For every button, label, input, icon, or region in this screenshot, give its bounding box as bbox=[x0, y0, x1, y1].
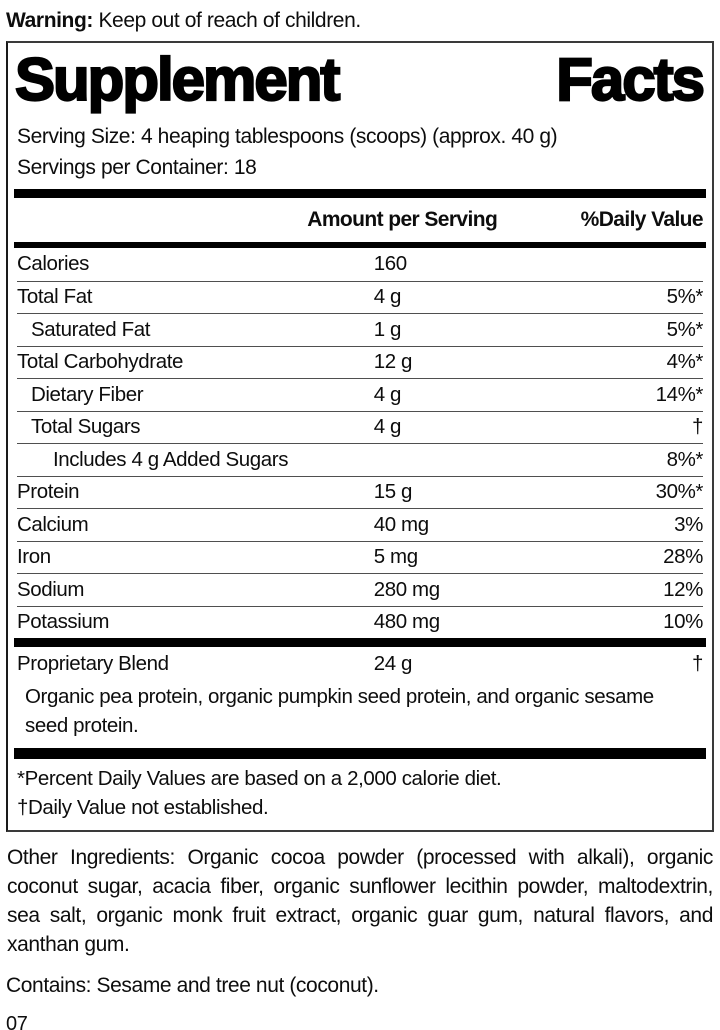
warning-line bbox=[6, 8, 714, 34]
nutrient-name: Proprietary Blend bbox=[17, 652, 169, 675]
nutrient-amount: 4 g bbox=[373, 415, 402, 439]
table-row-dietary-fiber bbox=[17, 378, 703, 411]
nutrient-amount: 480 mg bbox=[373, 610, 440, 634]
nutrient-name: Dietary Fiber bbox=[31, 382, 144, 406]
table-row-total-sugars bbox=[17, 411, 703, 444]
nutrient-daily-value: 3% bbox=[674, 512, 703, 536]
nutrient-name: Protein bbox=[17, 480, 80, 504]
thick-rule bbox=[14, 748, 706, 759]
nutrient-amount: 4 g bbox=[373, 382, 402, 406]
warning-label: Warning: bbox=[6, 9, 94, 32]
nutrient-name: Sodium bbox=[17, 577, 85, 601]
nutrient-table bbox=[13, 248, 707, 638]
servings-per-container: Servings per Container: 18 bbox=[17, 156, 257, 179]
thick-rule bbox=[14, 638, 706, 647]
footnotes bbox=[13, 759, 707, 824]
nutrient-amount: 280 mg bbox=[373, 577, 440, 601]
nutrient-amount: 5 mg bbox=[373, 545, 418, 569]
table-row-saturated-fat bbox=[17, 313, 703, 346]
serving-info bbox=[13, 117, 707, 189]
nutrient-daily-value: 30%* bbox=[655, 480, 703, 504]
warning-text: Keep out of reach of children. bbox=[93, 9, 361, 32]
table-row-total-fat bbox=[17, 281, 703, 314]
table-row-iron bbox=[17, 541, 703, 574]
nutrient-daily-value: 4%* bbox=[666, 350, 703, 374]
table-row-calories bbox=[17, 248, 703, 281]
nutrient-daily-value: 10% bbox=[663, 610, 703, 634]
nutrient-daily-value: 28% bbox=[663, 545, 703, 569]
nutrient-daily-value: 14%* bbox=[655, 382, 703, 406]
nutrient-amount: 160 bbox=[373, 252, 407, 276]
nutrient-daily-value: 5%* bbox=[666, 317, 703, 341]
nutrient-name: Calcium bbox=[17, 512, 89, 536]
nutrient-daily-value: 8%* bbox=[666, 447, 703, 471]
nutrient-name: Potassium bbox=[17, 610, 110, 634]
footnote-dv-not-established: †Daily Value not established. bbox=[17, 795, 269, 819]
table-row-added-sugars bbox=[17, 443, 703, 476]
column-header-amount: Amount per Serving bbox=[307, 208, 498, 231]
proprietary-blend-section bbox=[13, 647, 707, 748]
nutrient-name: Iron bbox=[17, 545, 51, 569]
proprietary-blend-description: Organic pea protein, organic pumpkin seed protein, and organic sesame seed protein. bbox=[25, 685, 654, 737]
nutrient-amount: 24 g bbox=[373, 652, 413, 675]
table-row-total-carbohydrate bbox=[17, 346, 703, 379]
label-code: 07 bbox=[6, 1013, 28, 1030]
column-header-daily-value: %Daily Value bbox=[580, 208, 703, 231]
table-row-potassium bbox=[17, 606, 703, 639]
serving-size: Serving Size: 4 heaping tablespoons (scoops) (approx. 40 g) bbox=[17, 125, 558, 148]
nutrient-amount: 40 mg bbox=[373, 512, 429, 536]
thick-rule bbox=[14, 189, 706, 198]
panel-title-word-1: Supplement bbox=[15, 46, 339, 113]
table-row-sodium bbox=[17, 573, 703, 606]
nutrient-amount: 4 g bbox=[373, 285, 402, 309]
panel-title bbox=[13, 45, 707, 117]
nutrient-name: Total Carbohydrate bbox=[17, 350, 184, 374]
table-row-protein bbox=[17, 476, 703, 509]
table-row-proprietary-blend bbox=[17, 647, 703, 681]
nutrient-name: Includes 4 g Added Sugars bbox=[53, 447, 289, 471]
nutrient-amount: 1 g bbox=[373, 317, 402, 341]
nutrient-name: Total Fat bbox=[17, 285, 93, 309]
nutrient-daily-value: † bbox=[691, 415, 703, 439]
other-ingredients: Other Ingredients: Organic cocoa powder (processed with alkali), organic coconut sugar, acacia fiber, organic sunflower lecithin powder, maltodextrin, sea salt, organic monk fruit extract, organic guar gum, natural flavors, and xanthan gum. bbox=[7, 846, 713, 956]
table-row-calcium bbox=[17, 508, 703, 541]
nutrient-amount: 15 g bbox=[373, 480, 413, 504]
allergen-statement: Contains: Sesame and tree nut (coconut). bbox=[6, 974, 379, 997]
nutrient-amount: 12 g bbox=[373, 350, 413, 374]
nutrient-daily-value: 5%* bbox=[666, 285, 703, 309]
nutrient-name: Total Sugars bbox=[31, 415, 141, 439]
nutrient-name: Calories bbox=[17, 252, 89, 276]
nutrient-daily-value: † bbox=[691, 652, 703, 675]
nutrient-daily-value: 12% bbox=[663, 577, 703, 601]
footnote-daily-values: *Percent Daily Values are based on a 2,000 calorie diet. bbox=[17, 767, 502, 790]
nutrient-name: Saturated Fat bbox=[31, 317, 151, 341]
supplement-facts-panel bbox=[6, 41, 714, 832]
panel-title-word-2: Facts bbox=[556, 46, 703, 113]
table-header bbox=[13, 198, 707, 242]
